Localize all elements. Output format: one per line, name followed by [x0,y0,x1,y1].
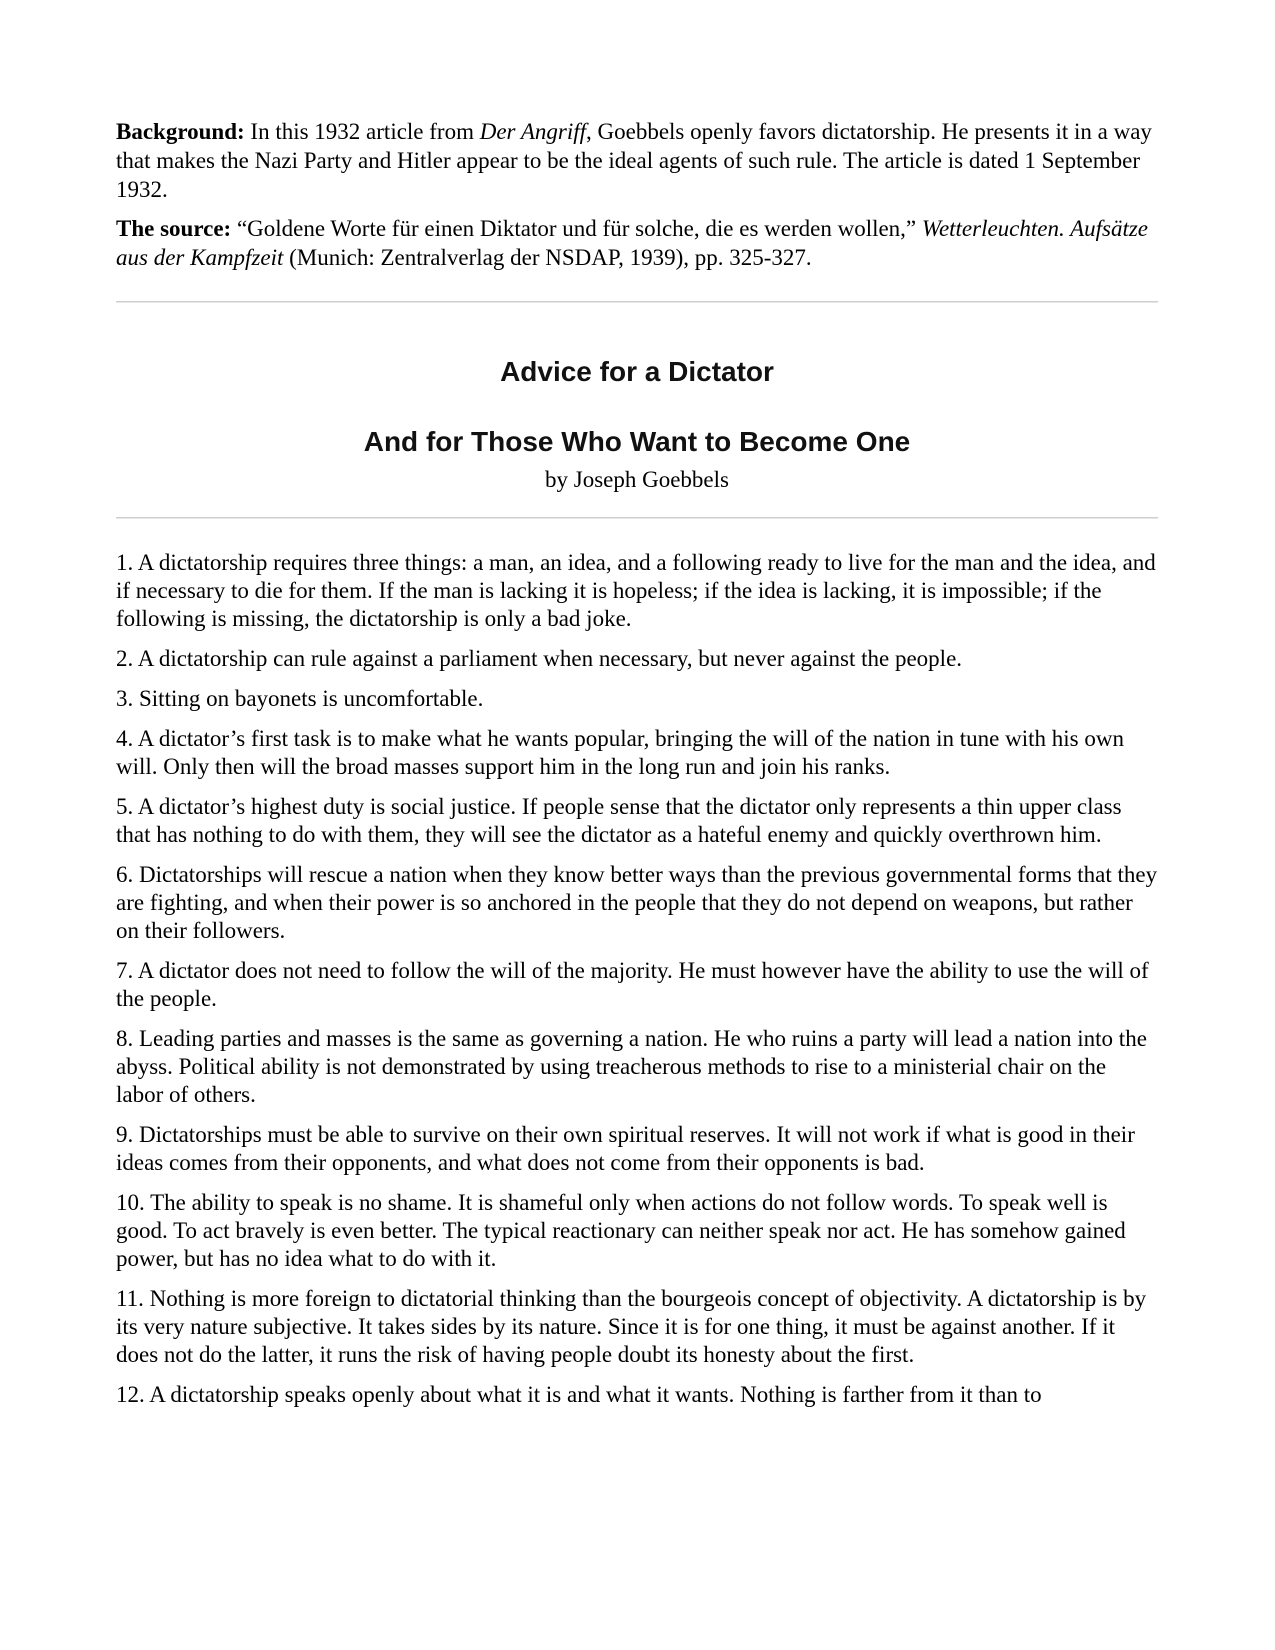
source-text-pre: “Goldene Worte für einen Diktator und für solche, die es werden wollen,” [231,216,922,241]
heading-divider [116,517,1158,519]
article-body [116,549,1158,1409]
source-label: The source: [116,216,232,241]
intro-section [116,117,1158,272]
document-page [116,117,1158,1421]
point-paragraph: 3. Sitting on bayonets is uncomfortable. [116,686,484,711]
point-paragraph: 9. Dictatorships must be able to survive on their own spiritual reserves. It will not work if what is good in their ideas comes from their opponents, and what does not come from their opponents is bad. [116,1122,1135,1175]
source-text-post: (Munich: Zentralverlag der NSDAP, 1939), pp. 325-327. [283,245,812,270]
point-paragraph: 10. The ability to speak is no shame. It is shameful only when actions do not follow words. To speak well is good. To act bravely is even better. The typical reactionary can neither speak nor act. He has somehow gained power, but has no idea what to do with it. [116,1190,1126,1271]
background-text-post: , Goebbels openly favors dictatorship. He presents it in a way that makes the Nazi Party and Hitler appear to be the ideal agents of such rule. The article is dated 1 September 1932. [116,119,1152,202]
source-book-title: Wetterleuchten. Aufsätze aus der Kampfzeit [116,216,1149,270]
background-paragraph [116,117,1158,204]
background-label: Background: [116,119,245,144]
background-text-pre: In this 1932 article from [244,119,480,144]
article-title: Advice for a Dictator [500,356,774,387]
point-paragraph: 7. A dictator does not need to follow the will of the majority. He must however have the ability to use the will of the people. [116,958,1149,1011]
article-heading [116,303,1158,459]
point-paragraph: 4. A dictator’s first task is to make what he wants popular, bringing the will of the nation in tune with his own will. Only then will the broad masses support him in the long run and join his ranks. [116,726,1124,779]
point-paragraph: 2. A dictatorship can rule against a parliament when necessary, but never against the people. [116,646,963,671]
source-paragraph [116,214,1158,272]
point-paragraph: 5. A dictator’s highest duty is social justice. If people sense that the dictator only represents a thin upper class that has nothing to do with them, they will see the dictator as a hateful enemy and quickly overthrown him. [116,794,1122,847]
point-paragraph: 12. A dictatorship speaks openly about what it is and what it wants. Nothing is farther from it than to [116,1382,1042,1407]
point-paragraph: 1. A dictatorship requires three things: a man, an idea, and a following ready to live for the man and the idea, and if necessary to die for them. If the man is lacking it is hopeless; if the idea is lacking, it is impossible; if the following is missing, the dictatorship is only a bad joke. [116,550,1156,631]
article-byline: by Joseph Goebbels [545,467,729,492]
point-paragraph: 11. Nothing is more foreign to dictatorial thinking than the bourgeois concept of objectivity. A dictatorship is by its very nature subjective. It takes sides by its nature. Since it is for one thing, it must be against another. If it does not do the latter, it runs the risk of having people doubt its honesty about the first. [116,1286,1147,1367]
publication-name: Der Angriff [479,119,587,144]
point-paragraph: 6. Dictatorships will rescue a nation when they know better ways than the previous governmental forms that they are fighting, and when their power is so anchored in the people that they do not depend on weapons, but rather on their followers. [116,862,1158,943]
article-subtitle: And for Those Who Want to Become One [363,426,911,457]
point-paragraph: 8. Leading parties and masses is the same as governing a nation. He who ruins a party will lead a nation into the abyss. Political ability is not demonstrated by using treacherous methods to rise to a ministerial chair on the labor of others. [116,1026,1147,1107]
